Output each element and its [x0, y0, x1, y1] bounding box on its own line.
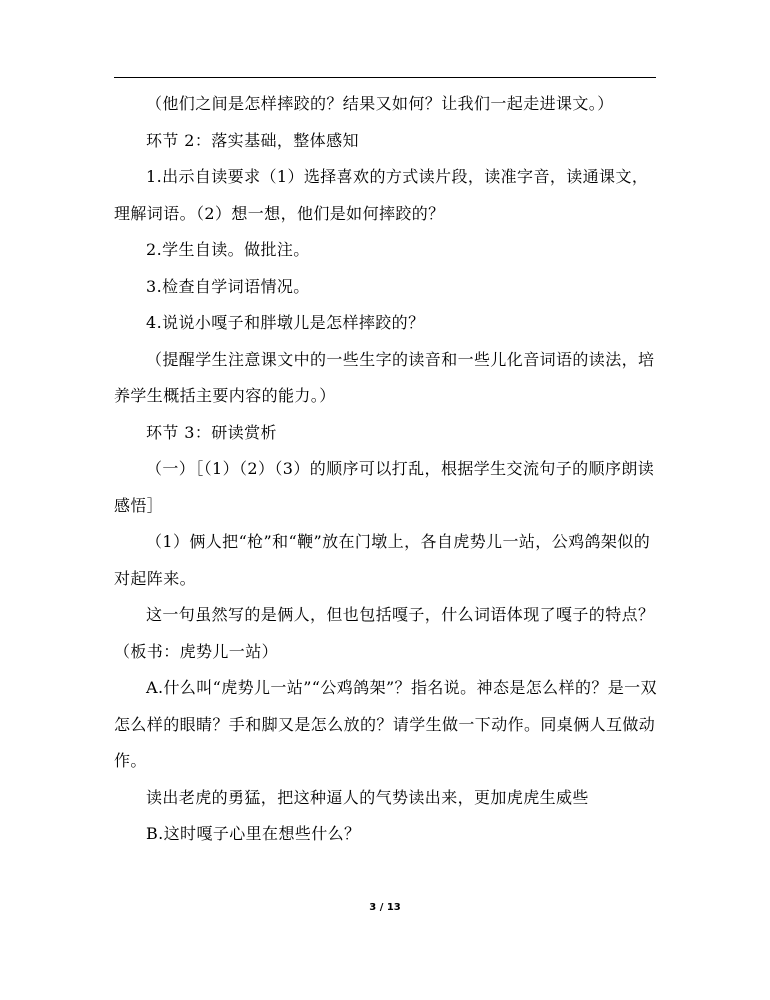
header-rule	[114, 77, 656, 78]
paragraph: A.什么叫“虎势儿一站”“公鸡鸽架”？指名说。神态是怎么样的？是一双怎么样的眼睛？手和脚又是怎么放的？请学生做一下动作。同桌俩人互做动作。	[114, 678, 657, 770]
paragraph: 这一句虽然写的是俩人，但也包括嘎子，什么词语体现了嘎子的特点？（板书：虎势儿一站）	[114, 605, 655, 661]
paragraph: 2.学生自读。做批注。	[146, 240, 310, 259]
paragraph: 3.检查自学词语情况。	[146, 276, 310, 296]
section-heading: 环节 3：研读赏析	[146, 422, 277, 442]
page-number: 3 / 13	[369, 902, 401, 913]
paragraph: （他们之间是怎样摔跤的？结果又如何？让我们一起走进课文。）	[146, 94, 614, 113]
paragraph: （一）［（1）（2）（3）的顺序可以打乱，根据学生交流句子的顺序朗读感悟］	[114, 459, 655, 515]
paragraph: （提醒学生注意课文中的一些生字的读音和一些儿化音词语的读法，培养学生概括主要内容的能力。）	[114, 349, 655, 405]
document-body	[114, 86, 662, 853]
paragraph: 读出老虎的勇猛，把这种逼人的气势读出来，更加虎虎生威些	[146, 787, 589, 807]
paragraph: B.这时嘎子心里在想些什么？	[146, 824, 361, 843]
paragraph: 4.说说小嘎子和胖墩儿是怎样摔跤的？	[146, 313, 425, 332]
paragraph: （1）俩人把“枪”和“鞭”放在门墩上，各自虎势儿一站，公鸡鸽架似的对起阵来。	[114, 532, 651, 588]
section-heading: 环节 2：落实基础，整体感知	[146, 130, 359, 150]
paragraph: 1.出示自读要求（1）选择喜欢的方式读片段，读准字音，读通课文，理解词语。（2）想一想，他们是如何摔跤的？	[114, 167, 649, 223]
